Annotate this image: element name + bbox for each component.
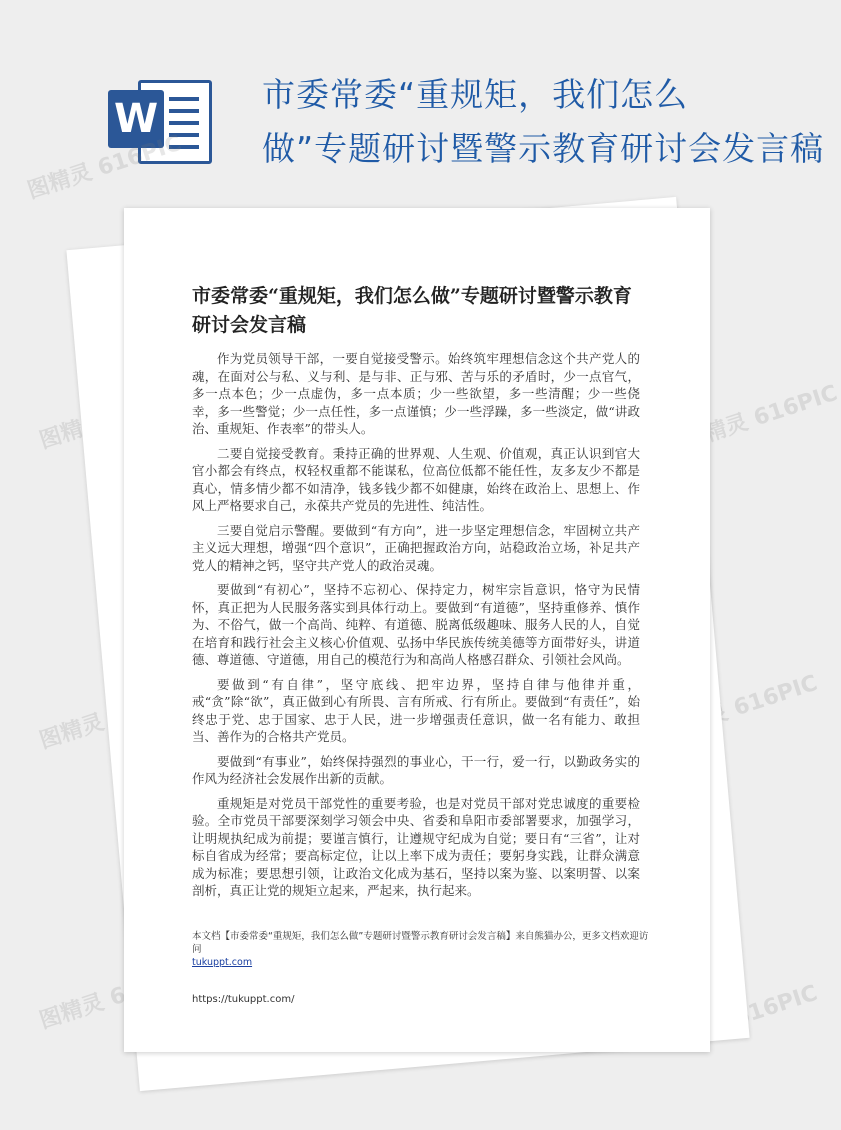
footer-note <box>192 930 652 969</box>
banner <box>0 0 825 200</box>
footer-note-text: 本文档【市委常委“重规矩，我们怎么做”专题研讨暨警示教育研讨会发言稿】来自熊猫办公，更多文档欢迎访问 <box>192 931 649 955</box>
footer-url[interactable]: https://tukuppt.com/ <box>192 994 295 1005</box>
watermark: 图精灵 <box>36 409 108 455</box>
paragraph: 要做到“有事业”，始终保持强烈的事业心，干一行，爱一行，以勤政务实的作风为经济社会发展作出新的贡献。 <box>192 753 640 786</box>
watermark: 616PIC <box>730 980 821 1032</box>
watermark: 图精灵 616PIC <box>24 130 185 205</box>
paragraph: 要做到“有自律”，坚守底线、把牢边界，坚持自律与他律并重，戒“贪”除“欲”，真正做到心有所畏、言有所戒、行有所止。要做到“有责任”，始终忠于党、忠于国家、忠于人民，进一步增强责任意识，做一名有能力、敢担当、善作为的合格共产党员。 <box>192 676 640 744</box>
footer-link[interactable]: tukuppt.com <box>192 957 253 968</box>
word-logo-letter: W <box>108 90 164 148</box>
watermark: 图精灵 616PIC <box>660 670 821 745</box>
paragraph: 三要自觉启示警醒。要做到“有方向”，进一步坚定理想信念，牢固树立共产主义远大理想，增强“四个意识”，正确把握政治方向，站稳政治立场，补足共产党人的精神之钙，坚守共产党人的政治灵魂。 <box>192 522 640 573</box>
banner-title-line-2: 做”专题研讨暨警示教育研讨会发言稿 <box>262 129 825 168</box>
banner-title-line-1: 市委常委“重规矩，我们怎么 <box>262 75 689 114</box>
watermark: 图精灵 <box>36 709 108 755</box>
document-page <box>124 208 710 1052</box>
paragraph: 作为党员领导干部，一要自觉接受警示。始终筑牢理想信念这个共产党人的魂，在面对公与私、义与利、是与非、正与邪、苦与乐的矛盾时，少一点官气，多一点本色；少一点虚伪，多一点本质；少一些欲望，多一些清醒；少一些侥幸，多一些警觉；少一点任性，多一点谨慎；少一些浮躁，多一些淡定，做“讲政治、重规矩、作表率”的带头人。 <box>192 351 640 436</box>
document-body <box>192 350 640 907</box>
banner-title <box>262 68 825 176</box>
watermark: 图精灵 616PIC <box>680 380 841 455</box>
paragraph: 重规矩是对党员干部党性的重要考验，也是对党员干部对党忠诚度的重要检验。全市党员干部要深刻学习领会中央、省委和阜阳市委部署要求，加强学习，让明规执纪成为前提；要谨言慎行，让遵规守纪成为自觉；要日有“三省”，让对标自省成为经常；要高标定位，让以上率下成为责任；要躬身实践，让群众满意成为标准；要思想引领，让政治文化成为基石，坚持以案为鉴、以案明誓、以案剖析，真正让党的规矩立起来，严起来，执行起来。 <box>192 795 640 898</box>
document-title: 市委常委“重规矩，我们怎么做”专题研讨暨警示教育研讨会发言稿 <box>192 285 632 336</box>
paragraph: 要做到“有初心”，坚持不忘初心、保持定力，树牢宗旨意识，恪守为民情怀，真正把为人民服务落实到具体行动上。要做到“有道德”，坚持重修养、慎作为、不俗气，做一个高尚、纯粹、有道德、脱离低级趣味、服务人民的人，自觉在培育和践行社会主义核心价值观、弘扬中华民族传统美德等方面带好头，讲道德、尊道德、守道德，用自己的模范行为和高尚人格感召群众、引领社会风尚。 <box>192 582 640 667</box>
watermark: 图精灵 616PIC <box>36 960 197 1035</box>
paragraph: 二要自觉接受教育。秉持正确的世界观、人生观、价值观，真正认识到官大官小都会有终点，权轻权重都不能谋私，位高位低都不能任性，友多友少不都是真心，情多情少都不如清净，钱多钱少都不如健康，始终在政治上、思想上、作风上严格要求自己，永葆共产党员的先进性、纯洁性。 <box>192 445 640 513</box>
word-document-icon <box>108 72 212 164</box>
